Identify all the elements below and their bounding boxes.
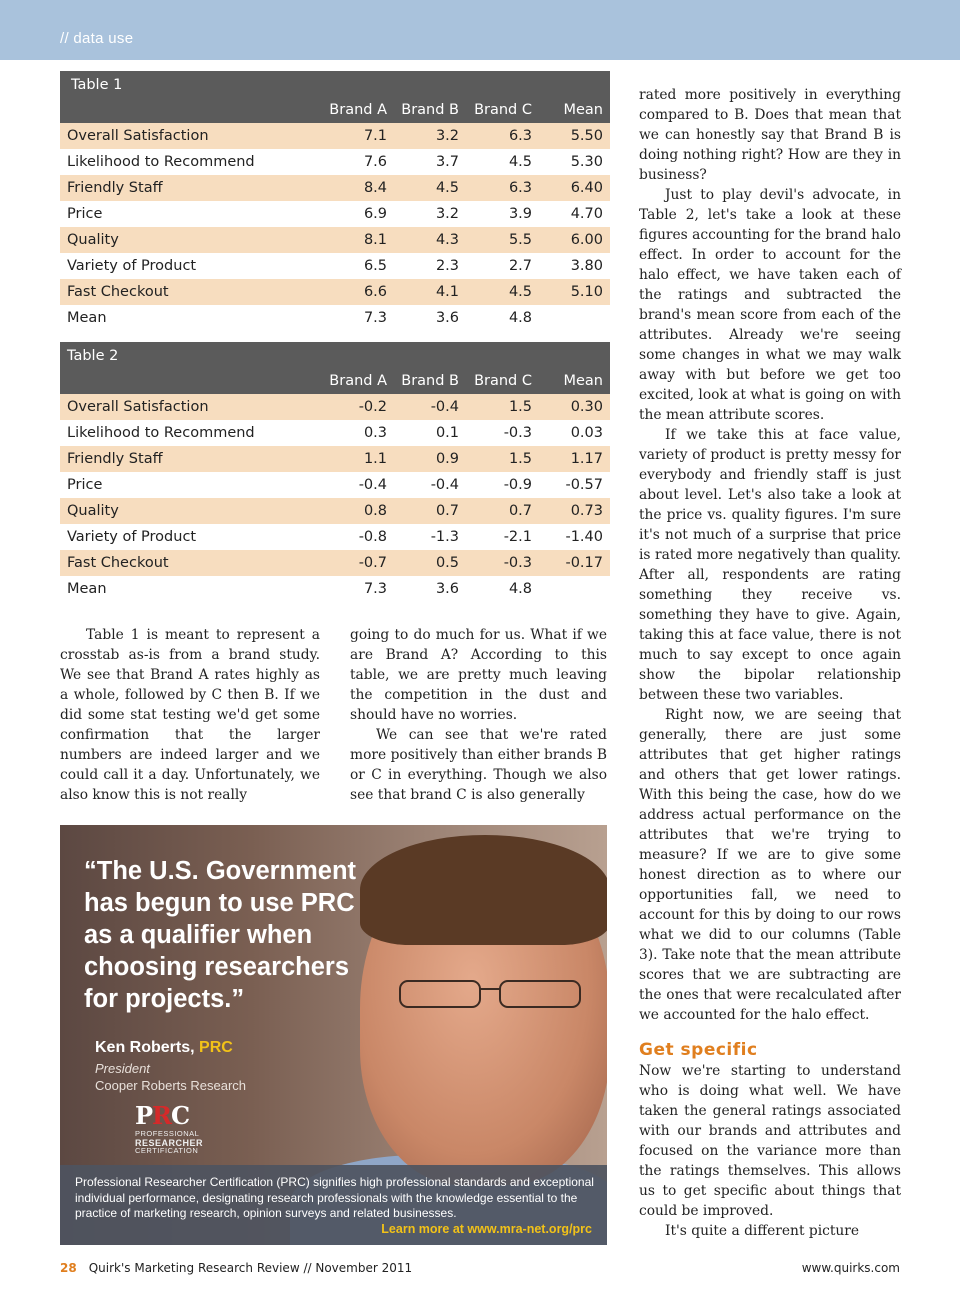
cell: 4.1 <box>435 284 459 300</box>
cell: 3.2 <box>435 206 459 222</box>
table-row <box>60 498 610 524</box>
cell: 0.5 <box>435 555 459 571</box>
table-row <box>60 279 610 305</box>
page-number: 28 <box>60 1261 77 1275</box>
paragraph: going to do much for us. What if we are Brand A? According to this table, we are pretty much leaving the competition in the dust and should have no worries. <box>350 627 607 723</box>
body-column-2 <box>350 625 607 805</box>
cell: 6.3 <box>508 180 532 196</box>
cell: 6.9 <box>363 206 387 222</box>
cell: 0.7 <box>508 503 532 519</box>
cell: 3.7 <box>435 154 459 170</box>
row-label: Overall Satisfaction <box>67 128 209 144</box>
cell: 2.3 <box>435 258 459 274</box>
table-row <box>60 227 610 253</box>
logo-line-1: PROFESSIONAL <box>135 1129 200 1138</box>
cell: 6.00 <box>570 232 603 248</box>
col-header-mean: Mean <box>563 102 603 118</box>
footer-left <box>60 1261 412 1275</box>
cell: 0.1 <box>435 425 459 441</box>
table-row <box>60 472 610 498</box>
section-heading: Get specific <box>639 1040 758 1060</box>
cell: 0.7 <box>435 503 459 519</box>
glasses-icon <box>390 975 590 1011</box>
col-header-mean: Mean <box>563 373 603 389</box>
cell: 4.5 <box>508 154 532 170</box>
cell: -0.2 <box>358 399 387 415</box>
ad-person-title: President <box>95 1061 150 1076</box>
cell: 6.6 <box>363 284 387 300</box>
cell: 0.30 <box>570 399 603 415</box>
cell: 7.3 <box>363 581 387 597</box>
logo-line-3: CERTIFICATION <box>135 1146 199 1155</box>
cell: -0.3 <box>503 425 532 441</box>
row-label: Friendly Staff <box>67 451 163 467</box>
cell: 0.9 <box>435 451 459 467</box>
table-row <box>60 420 610 446</box>
cell: 4.70 <box>570 206 603 222</box>
row-label: Mean <box>67 581 107 597</box>
cell: 4.5 <box>508 284 532 300</box>
cell: -2.1 <box>503 529 532 545</box>
section-header-band <box>0 0 960 60</box>
row-label: Likelihood to Recommend <box>67 154 255 170</box>
table-row <box>60 446 610 472</box>
cell: 3.9 <box>508 206 532 222</box>
row-label: Likelihood to Recommend <box>67 425 255 441</box>
footer-url[interactable]: www.quirks.com <box>801 1261 900 1275</box>
cell: 1.5 <box>508 399 532 415</box>
cell: 3.6 <box>435 310 459 326</box>
row-label: Price <box>67 206 103 222</box>
row-label: Quality <box>67 503 119 519</box>
cell: 7.6 <box>363 154 387 170</box>
cell: 5.5 <box>508 232 532 248</box>
cell: 2.7 <box>508 258 532 274</box>
ad-person-org: Cooper Roberts Research <box>95 1078 247 1093</box>
table-row <box>60 123 610 149</box>
paragraph: Now we're starting to understand who is doing what well. We have taken the general ratings associated with our brands and attributes and focused on the variance more than the ratings themselves. This allows us to get specific about things that could be improved. <box>639 1063 901 1219</box>
table-row <box>60 524 610 550</box>
table-caption: Table 1 <box>60 71 610 99</box>
paragraph: It's quite a different picture <box>665 1223 860 1239</box>
row-label: Variety of Product <box>67 529 197 545</box>
row-label: Overall Satisfaction <box>67 399 209 415</box>
row-label: Variety of Product <box>67 258 197 274</box>
paragraph: Just to play devil's advocate, in Table 2, let's take a look at these figures accounting for the brand halo effect. In order to account for the halo effect, we have taken each of the ratings and subtracted the brand's mean score from each of the attributes. Already we're seeing some changes in what we may walk away with but before we get too excited, look at what is going on with the mean attribute scores. <box>639 187 901 423</box>
cell: -0.17 <box>565 555 603 571</box>
cell: -0.7 <box>358 555 387 571</box>
cell: 8.4 <box>363 180 387 196</box>
table-row <box>60 550 610 576</box>
table-row <box>60 576 610 602</box>
table-caption: Table 2 <box>60 342 610 370</box>
cell: 6.5 <box>363 258 387 274</box>
cell: -0.4 <box>358 477 387 493</box>
cell: 6.3 <box>508 128 532 144</box>
paragraph: Table 1 is meant to represent a crosstab as-is from a brand study. We see that Brand A rates highly as a whole, followed by C then B. If we did some stat testing we'd get some confirmation that the larger numbers are indeed larger and we could call it a day. Unfortunately, we also know this is not really <box>60 627 320 803</box>
col-header-brand-a: Brand A <box>329 102 387 118</box>
paragraph: rated more positively in everything compared to B. Does that mean that we can honestly say that Brand B is doing nothing right? How are they in business? <box>639 87 901 183</box>
prc-logo <box>135 1101 203 1156</box>
cell: 1.1 <box>363 451 387 467</box>
table-row <box>60 149 610 175</box>
cell: 0.3 <box>363 425 387 441</box>
paragraph: Right now, we are seeing that generally, there are just some attributes that get higher ratings and others that get lower ratings. With this being the case, how do we address actual performance on the attributes that we're trying to measure? If we are to give some honest direction as to where our opportunities fall, we need to account for this by doing to our rows what we did to our columns (Table 3). Take note that the mean attribute scores that we are subtracting are the ones that were recalculated after we accounted for the halo effect. <box>639 707 901 1023</box>
cell: 7.3 <box>363 310 387 326</box>
table-1 <box>60 71 610 331</box>
table-header-row <box>60 99 610 123</box>
publication-name: Quirk's Marketing Research Review // November 2011 <box>88 1261 413 1275</box>
cell: -0.9 <box>503 477 532 493</box>
cell: 3.2 <box>435 128 459 144</box>
col-header-brand-b: Brand B <box>401 373 459 389</box>
cell: -0.4 <box>430 477 459 493</box>
cell: 1.5 <box>508 451 532 467</box>
portrait-hair <box>360 835 607 945</box>
cell: 0.73 <box>570 503 603 519</box>
table-row <box>60 253 610 279</box>
row-label: Friendly Staff <box>67 180 163 196</box>
paragraph: If we take this at face value, variety of product is pretty messy for everybody and friendly staff is just about level. Let's also take a look at the price vs. quality figures. I'm sure it's not much of a surprise that price is rated more negatively than quality. After all, respondents are rating something they receive vs. something they have to give. Again, taking this at face value, there is not much to say except to once again show the bipolar relationship between these two variables. <box>639 427 901 703</box>
col-header-brand-c: Brand C <box>474 102 532 118</box>
cell: -0.57 <box>565 477 603 493</box>
cell: 0.03 <box>570 425 603 441</box>
cell: -0.3 <box>503 555 532 571</box>
cell: -0.4 <box>430 399 459 415</box>
col-header-brand-c: Brand C <box>474 373 532 389</box>
row-label: Fast Checkout <box>67 555 169 571</box>
body-column-3 <box>639 85 901 1241</box>
cell: 4.8 <box>508 581 532 597</box>
prc-advertisement <box>60 825 607 1245</box>
table-row <box>60 394 610 420</box>
ad-caption-box <box>60 1165 607 1245</box>
person-credential: PRC <box>199 1039 233 1056</box>
cell: 4.3 <box>435 232 459 248</box>
ad-caption-text: Professional Researcher Certification (PRC) signifies high professional standards and exceptional individual performance, designating research professionals with the knowledge essential to the practice of marketing research, opinion surveys and related businesses. <box>75 1175 594 1220</box>
table-row <box>60 175 610 201</box>
cell: 4.5 <box>435 180 459 196</box>
section-label: // data use <box>60 30 134 47</box>
cell: 5.10 <box>570 284 603 300</box>
ad-quote: “The U.S. Government has begun to use PRC as a qualifier when choosing researchers for projects.” <box>84 857 357 1013</box>
cell: 1.17 <box>570 451 603 467</box>
logo-line-2: RESEARCHER <box>135 1137 204 1148</box>
prc-logo-mark: PRC <box>135 1101 190 1130</box>
body-column-1 <box>60 625 320 805</box>
paragraph: We can see that we're rated more positively than either brands B or C in everything. Though we also see that brand C is also generally <box>350 727 607 803</box>
cell: 3.6 <box>435 581 459 597</box>
table-row <box>60 305 610 331</box>
row-label: Quality <box>67 232 119 248</box>
cell: 7.1 <box>363 128 387 144</box>
table-2 <box>60 342 610 602</box>
cell: 4.8 <box>508 310 532 326</box>
cell: 6.40 <box>570 180 603 196</box>
row-label: Fast Checkout <box>67 284 169 300</box>
cell: 5.30 <box>570 154 603 170</box>
cell: -1.3 <box>430 529 459 545</box>
cell: -0.8 <box>358 529 387 545</box>
person-name: Ken Roberts, <box>95 1039 195 1056</box>
col-header-brand-b: Brand B <box>401 102 459 118</box>
cell: 8.1 <box>363 232 387 248</box>
cell: 3.80 <box>570 258 603 274</box>
col-header-brand-a: Brand A <box>329 373 387 389</box>
cell: 0.8 <box>363 503 387 519</box>
ad-person-name <box>95 1039 233 1057</box>
cell: 5.50 <box>570 128 603 144</box>
cell: -1.40 <box>565 529 603 545</box>
row-label: Price <box>67 477 103 493</box>
table-row <box>60 201 610 227</box>
ad-learn-more-link[interactable]: Learn more at www.mra-net.org/prc <box>381 1222 592 1236</box>
table-header-row <box>60 370 610 394</box>
row-label: Mean <box>67 310 107 326</box>
